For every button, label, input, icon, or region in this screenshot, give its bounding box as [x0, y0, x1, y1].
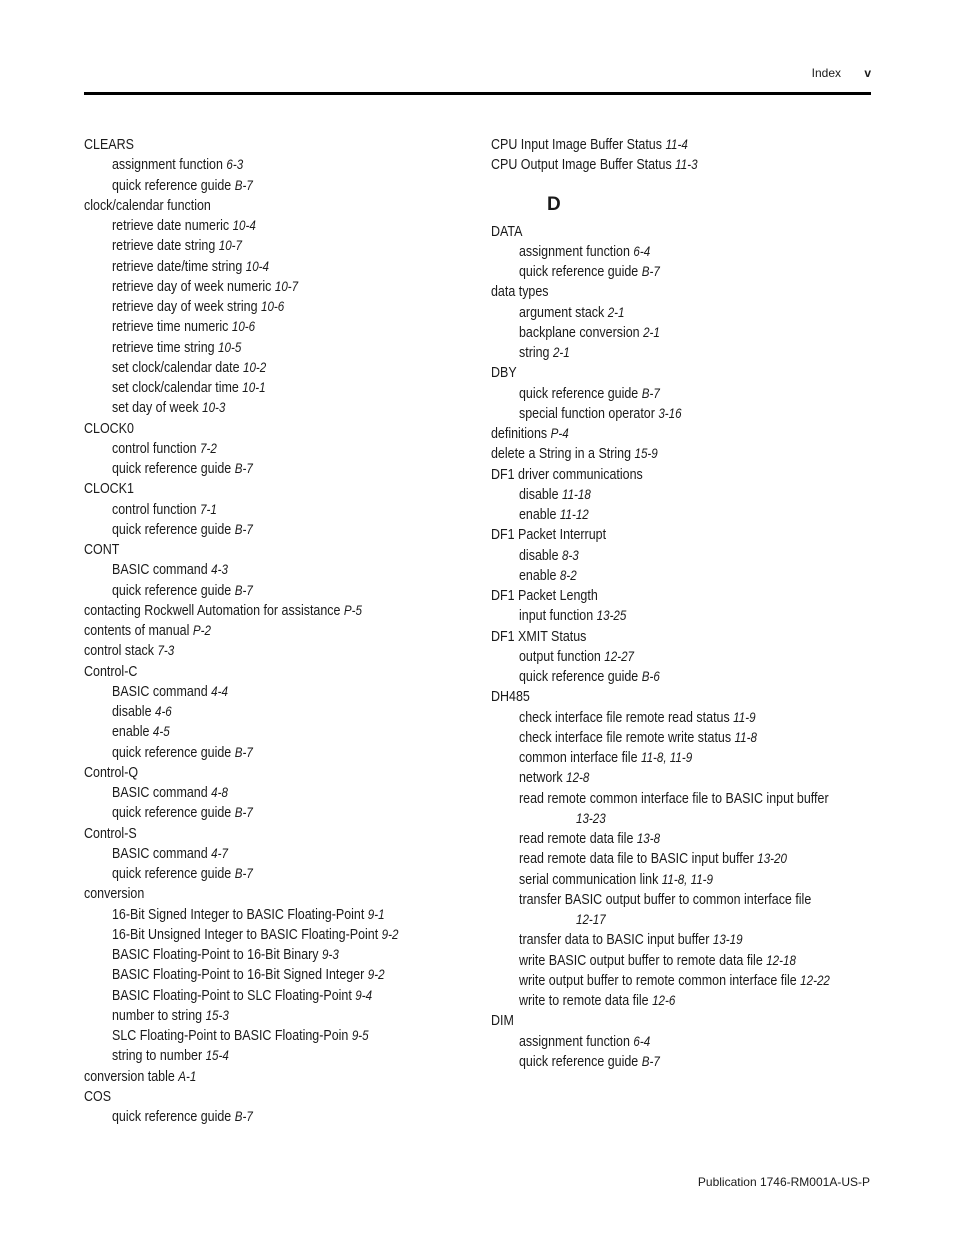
index-subentry	[491, 647, 881, 667]
index-subentry	[84, 358, 464, 378]
index-subentry	[491, 849, 881, 869]
entry-text: DH485	[491, 689, 530, 706]
index-entry	[84, 1087, 464, 1107]
index-entry	[84, 763, 464, 783]
entry-text: conversion	[84, 886, 145, 903]
entry-text: retrieve date string	[112, 238, 216, 255]
index-entry	[84, 621, 464, 641]
header-page-number: v	[864, 66, 871, 80]
page-reference-link[interactable]: 13-8	[636, 831, 661, 846]
entry-text: Control-S	[84, 825, 137, 842]
entry-text: read remote data file to BASIC input buffer	[519, 851, 754, 868]
index-subentry	[491, 384, 881, 404]
index-subentry	[491, 951, 881, 971]
entry-text: transfer data to BASIC input buffer	[519, 932, 710, 949]
page-reference-link[interactable]: 13-25	[596, 608, 627, 624]
index-subentry	[491, 343, 881, 363]
index-subentry	[84, 783, 464, 803]
index-right-top-entries	[491, 135, 881, 176]
page-reference-link[interactable]: B-7	[234, 805, 253, 821]
entry-text: DF1 Packet Interrupt	[491, 527, 607, 544]
page-reference-link[interactable]: P-2	[192, 623, 211, 638]
index-entry	[491, 586, 881, 606]
index-subentry	[84, 317, 464, 337]
page-reference-link[interactable]: 11-12	[559, 507, 589, 522]
entry-text: set clock/calendar time	[112, 380, 239, 396]
entry-text: definitions	[491, 426, 548, 442]
entry-text: write BASIC output buffer to remote data file	[519, 952, 763, 969]
page-reference-link[interactable]: 4-6	[154, 704, 172, 719]
index-subentry	[84, 236, 464, 256]
entry-text: disable	[519, 486, 559, 503]
index-subentry	[84, 1046, 464, 1066]
entry-text: Control-C	[84, 663, 138, 680]
entry-text: set day of week	[112, 400, 199, 417]
entry-text: DF1 driver communications	[491, 466, 643, 483]
index-subentry	[491, 708, 881, 728]
index-subentry	[491, 748, 881, 768]
page-reference-link[interactable]: A-1	[178, 1068, 197, 1084]
footer-publication: Publication 1746-RM001A-US-P	[697, 1175, 870, 1189]
entry-text: CLEARS	[84, 137, 134, 153]
index-subentry	[84, 500, 464, 520]
page-reference-link[interactable]: 15-9	[634, 446, 658, 462]
entry-text: 16-Bit Signed Integer to BASIC Floating-Point	[112, 906, 365, 923]
entry-text: argument stack	[519, 304, 605, 321]
index-subentry	[84, 986, 464, 1006]
index-subentry	[84, 1026, 464, 1046]
page-reference-link[interactable]: 12-17	[576, 912, 606, 927]
entry-text: retrieve date/time string	[112, 258, 243, 275]
page-reference-link[interactable]: 15-3	[205, 1007, 229, 1023]
index-subentry	[491, 242, 881, 262]
page-reference-link[interactable]: 4-5	[152, 724, 170, 740]
index-subentry	[84, 844, 464, 864]
index-entry	[84, 884, 464, 904]
index-subentry	[84, 439, 464, 459]
entry-text: control function	[112, 501, 197, 518]
page-reference-link[interactable]: 4-3	[211, 562, 228, 578]
page-reference-link[interactable]: 11-18	[561, 486, 591, 502]
page-reference-link[interactable]: B-7	[641, 1053, 660, 1069]
index-subentry	[84, 520, 464, 540]
page-reference-link[interactable]: 10-4	[245, 258, 270, 274]
index-subentry	[491, 1052, 881, 1072]
index-subentry	[491, 890, 881, 910]
index-entry	[491, 465, 881, 485]
index-subentry	[84, 216, 464, 236]
index-entry	[491, 155, 881, 175]
index-entry	[491, 424, 881, 444]
index-subentry	[84, 743, 464, 763]
entry-text: assignment function	[519, 243, 630, 260]
page-reference-link[interactable]: P-4	[550, 426, 569, 441]
index-subentry	[84, 378, 464, 398]
index-entry	[84, 824, 464, 844]
page-reference-link[interactable]: 10-5	[218, 339, 242, 355]
entry-text: number to string	[112, 1007, 203, 1024]
page-reference-link[interactable]: B-6	[641, 669, 660, 684]
index-subentry	[491, 910, 881, 930]
index-subentry	[84, 155, 464, 175]
index-entry	[491, 444, 881, 464]
index-subentry	[491, 930, 881, 950]
entry-text: BASIC Floating-Point to 16-Bit Signed Integer	[112, 967, 365, 984]
page-reference-link[interactable]: B-7	[234, 582, 253, 598]
page-reference-link[interactable]: 10-4	[232, 218, 256, 233]
entry-text: control function	[112, 440, 197, 457]
index-subentry	[84, 398, 464, 418]
page-header	[84, 66, 871, 95]
index-subentry	[491, 404, 881, 424]
page-reference-link[interactable]: 10-3	[202, 400, 226, 416]
index-subentry	[491, 829, 881, 849]
index-subentry	[84, 560, 464, 580]
page-reference-link[interactable]: 12-8	[566, 770, 590, 786]
page-reference-link[interactable]: 11-8, 11-9	[640, 750, 693, 765]
entry-text: DIM	[491, 1013, 514, 1030]
entry-text: network	[519, 770, 563, 787]
entry-text: quick reference guide	[112, 177, 232, 194]
page-reference-link[interactable]: 10-1	[242, 380, 266, 395]
entry-text: BASIC command	[112, 845, 208, 862]
index-subentry	[84, 682, 464, 702]
index-subentry	[84, 1006, 464, 1026]
index-subentry	[84, 277, 464, 297]
page-reference-link[interactable]: B-7	[234, 866, 253, 881]
index-entry	[84, 641, 464, 661]
entry-text: enable	[519, 567, 557, 584]
index-subentry	[491, 971, 881, 991]
page-reference-link[interactable]: 11-4	[665, 137, 688, 152]
index-column-right	[491, 135, 881, 1072]
entry-text: assignment function	[112, 157, 223, 174]
index-subentry	[491, 606, 881, 626]
index-subentry	[84, 297, 464, 317]
index-subentry	[491, 566, 881, 586]
index-entry	[84, 419, 464, 439]
entry-text: BASIC command	[112, 562, 208, 579]
index-subentry	[491, 768, 881, 788]
page-reference-link[interactable]: 9-4	[355, 987, 373, 1003]
page-reference-link[interactable]: 9-5	[351, 1028, 369, 1043]
index-subentry	[84, 864, 464, 884]
entry-text: assignment function	[519, 1033, 630, 1050]
page-reference-link[interactable]: 4-4	[211, 683, 228, 699]
page-reference-link[interactable]: 3-16	[658, 405, 682, 421]
page-reference-link[interactable]: 10-7	[274, 278, 299, 294]
entry-text: DF1 XMIT Status	[491, 628, 587, 645]
index-subentry	[491, 505, 881, 525]
entry-text: write to remote data file	[519, 993, 649, 1009]
section-letter-heading: D	[547, 193, 561, 215]
entry-text: quick reference guide	[112, 805, 232, 822]
index-subentry	[84, 1107, 464, 1127]
index-column-left	[84, 135, 464, 1127]
entry-text: common interface file	[519, 750, 638, 766]
index-subentry	[84, 905, 464, 925]
index-subentry	[84, 965, 464, 985]
entry-text: retrieve day of week numeric	[112, 278, 272, 295]
index-subentry	[84, 945, 464, 965]
entry-text: retrieve day of week string	[112, 299, 258, 315]
page-reference-link[interactable]: 6-3	[226, 157, 244, 173]
page-reference-link[interactable]: 12-6	[652, 993, 676, 1008]
page-reference-link[interactable]: B-7	[234, 1109, 253, 1124]
entry-text: write output buffer to remote common interface file	[519, 972, 797, 989]
index-subentry	[84, 257, 464, 277]
index-entry	[84, 135, 464, 155]
page-reference-link[interactable]: 13-23	[576, 810, 606, 826]
entry-text: CONT	[84, 542, 120, 558]
entry-text: read remote data file	[519, 831, 634, 847]
index-entry	[491, 1011, 881, 1031]
entry-text: CPU Input Image Buffer Status	[491, 137, 662, 153]
index-subentry	[491, 1032, 881, 1052]
entry-text: retrieve time numeric	[112, 319, 229, 336]
entry-text: transfer BASIC output buffer to common interface file	[519, 891, 812, 908]
page-reference-link[interactable]: 8-3	[561, 547, 579, 563]
page-reference-link[interactable]: 12-27	[604, 648, 634, 664]
entry-text: disable	[112, 704, 152, 720]
index-entry	[491, 627, 881, 647]
index-entry	[84, 479, 464, 499]
entry-text: serial communication link	[519, 871, 659, 888]
page-reference-link[interactable]: B-7	[234, 521, 253, 537]
entry-text: set clock/calendar date	[112, 359, 240, 376]
index-entry	[491, 363, 881, 383]
page-reference-link[interactable]: B-7	[641, 385, 660, 401]
entry-text: contacting Rockwell Automation for assistance	[84, 602, 341, 619]
entry-text: BASIC Floating-Point to SLC Floating-Point	[112, 987, 352, 1004]
index-subentry	[491, 262, 881, 282]
page-reference-link[interactable]: 12-22	[800, 972, 830, 988]
page-reference-link[interactable]: 15-4	[205, 1048, 229, 1064]
entry-text: 16-Bit Unsigned Integer to BASIC Floating-Point	[112, 926, 379, 943]
page-reference-link[interactable]: B-7	[234, 461, 253, 476]
index-entry	[84, 540, 464, 560]
index-entry	[84, 196, 464, 216]
index-entry	[84, 601, 464, 621]
page-reference-link[interactable]: 2-1	[607, 304, 625, 320]
page-reference-link[interactable]: 10-2	[243, 359, 267, 375]
index-entry	[491, 135, 881, 155]
entry-text: BASIC command	[112, 683, 208, 700]
entry-text: check interface file remote write status	[519, 729, 732, 746]
entry-text: quick reference guide	[112, 582, 232, 599]
entry-text: retrieve date numeric	[112, 218, 230, 234]
entry-text: quick reference guide	[112, 866, 232, 882]
page-reference-link[interactable]: 7-3	[157, 643, 175, 659]
entry-text: CPU Output Image Buffer Status	[491, 157, 672, 174]
entry-text: DBY	[491, 365, 517, 382]
entry-text: quick reference guide	[519, 669, 639, 685]
entry-text: string	[519, 345, 550, 361]
entry-text: DATA	[491, 223, 523, 240]
index-subentry	[491, 789, 881, 809]
page-reference-link[interactable]: 10-7	[218, 238, 242, 254]
index-entry	[84, 1067, 464, 1087]
page-reference-link[interactable]: B-7	[641, 264, 660, 279]
page-reference-link[interactable]: 8-2	[559, 567, 577, 583]
page-reference-link[interactable]: 11-3	[675, 157, 698, 173]
page-reference-link[interactable]: 11-8, 11-9	[661, 871, 713, 887]
entry-text: backplane conversion	[519, 324, 640, 341]
page-reference-link[interactable]: 9-2	[367, 967, 385, 983]
page-reference-link[interactable]: 11-9	[733, 709, 756, 725]
index-subentry	[491, 809, 881, 829]
entry-text: conversion table	[84, 1068, 175, 1085]
page-reference-link[interactable]: 13-19	[712, 932, 743, 948]
index-subentry	[491, 323, 881, 343]
entry-text: input function	[519, 608, 594, 625]
entry-text: SLC Floating-Point to BASIC Floating-Poin	[112, 1028, 349, 1044]
page-reference-link[interactable]: 10-6	[231, 319, 256, 335]
index-subentry	[491, 728, 881, 748]
page-reference-link[interactable]: 9-2	[381, 926, 399, 942]
entry-text: read remote common interface file to BASIC input buffer	[519, 790, 829, 807]
index-subentry	[84, 459, 464, 479]
entry-text: quick reference guide	[519, 1053, 639, 1070]
entry-text: retrieve time string	[112, 339, 215, 356]
index-subentry	[491, 667, 881, 687]
entry-text: string to number	[112, 1048, 203, 1065]
index-subentry	[491, 991, 881, 1011]
index-entry	[491, 687, 881, 707]
entry-text: quick reference guide	[112, 744, 232, 761]
index-subentry	[84, 925, 464, 945]
entry-text: quick reference guide	[112, 521, 232, 538]
header-section-label: Index	[811, 66, 841, 80]
entry-text: enable	[519, 507, 557, 523]
entry-text: quick reference guide	[519, 264, 639, 280]
index-subentry	[491, 485, 881, 505]
index-subentry	[84, 722, 464, 742]
page-reference-link[interactable]: 12-18	[766, 952, 796, 968]
index-subentry	[491, 546, 881, 566]
page-reference-link[interactable]: 6-4	[633, 243, 651, 259]
page-reference-link[interactable]: 10-6	[261, 299, 285, 314]
index-subentry	[84, 176, 464, 196]
index-subentry	[491, 870, 881, 890]
index-subentry	[84, 581, 464, 601]
entry-text: Control-Q	[84, 764, 139, 781]
entry-text: delete a String in a String	[491, 446, 632, 463]
entry-text: BASIC command	[112, 785, 208, 801]
entry-text: BASIC Floating-Point to 16-Bit Binary	[112, 947, 319, 963]
entry-text: check interface file remote read status	[519, 709, 730, 726]
entry-text: CLOCK0	[84, 420, 134, 437]
page-reference-link[interactable]: 2-1	[643, 324, 660, 340]
entry-text: DF1 Packet Length	[491, 588, 598, 604]
page-reference-link[interactable]: 13-20	[757, 851, 787, 867]
page-reference-link[interactable]: P-5	[343, 602, 363, 618]
index-subentry	[84, 803, 464, 823]
page-reference-link[interactable]: 7-2	[200, 440, 217, 456]
page-reference-link[interactable]: 9-3	[322, 947, 339, 962]
page-reference-link[interactable]: 2-1	[552, 345, 570, 360]
page-reference-link[interactable]: 4-8	[211, 785, 228, 800]
page-reference-link[interactable]: 6-4	[633, 1033, 651, 1049]
entry-text: disable	[519, 547, 559, 564]
entry-text: data types	[491, 284, 549, 301]
entry-text: COS	[84, 1088, 112, 1105]
index-entry	[491, 525, 881, 545]
page-reference-link[interactable]: 4-7	[211, 845, 228, 861]
index-subentry	[84, 338, 464, 358]
index-subentry	[84, 702, 464, 722]
entry-text: quick reference guide	[112, 1109, 232, 1125]
page-reference-link[interactable]: 11-8	[734, 729, 757, 745]
entry-text: clock/calendar function	[84, 197, 211, 214]
index-subentry	[491, 303, 881, 323]
entry-text: quick reference guide	[112, 461, 232, 477]
entry-text: contents of manual	[84, 623, 190, 639]
index-entry	[491, 222, 881, 242]
index-entry	[84, 662, 464, 682]
entry-text: quick reference guide	[519, 385, 639, 402]
entry-text: CLOCK1	[84, 481, 134, 498]
index-entry	[491, 282, 881, 302]
entry-text: output function	[519, 648, 601, 665]
page-reference-link[interactable]: 9-1	[367, 906, 385, 922]
page-reference-link[interactable]: B-7	[234, 744, 253, 760]
entry-text: enable	[112, 724, 150, 741]
index-right-main-entries	[491, 222, 881, 1073]
page-reference-link[interactable]: 7-1	[200, 501, 217, 517]
entry-text: control stack	[84, 643, 155, 660]
page-reference-link[interactable]: B-7	[234, 177, 253, 193]
entry-text: special function operator	[519, 405, 655, 422]
